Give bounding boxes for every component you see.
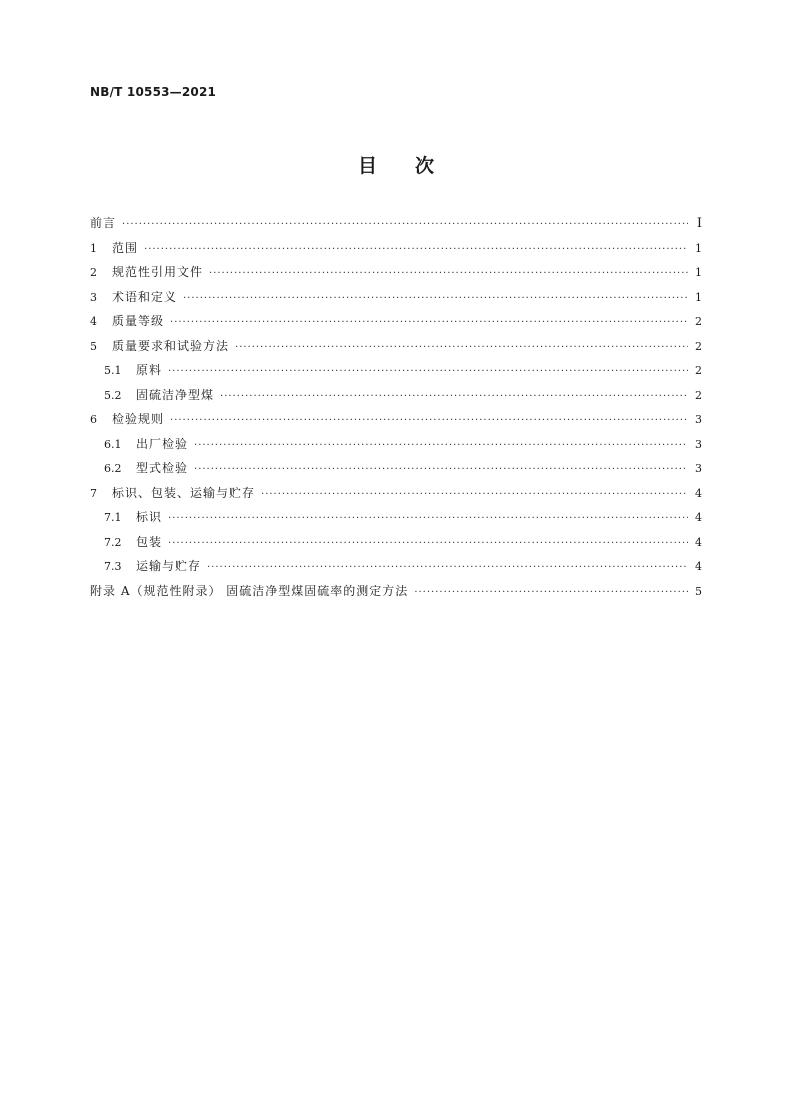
toc-entry-title: 固硫洁净型煤 — [136, 387, 215, 402]
toc-entry-title: 运输与贮存 — [136, 559, 202, 573]
toc-entry-page: 3 — [695, 462, 702, 475]
toc-entry-type-inspection[interactable] — [90, 459, 702, 484]
standard-code: NB/T 10553—2021 — [90, 85, 217, 99]
toc-entry-title: 前言 — [90, 216, 117, 230]
toc-entry-number: 2 — [90, 266, 97, 279]
toc-entry-title: 术语和定义 — [112, 289, 178, 304]
toc-entry-title: 原料 — [136, 363, 163, 377]
toc-entry-number: 6.1 — [104, 437, 122, 451]
dot-leader — [261, 489, 688, 500]
toc-entry-number: 7.3 — [104, 560, 122, 573]
toc-entry-title: 标识 — [136, 510, 163, 524]
toc-entry-page: 2 — [695, 315, 702, 328]
toc-entry-exit-inspection[interactable] — [90, 435, 702, 460]
toc-entry-marking-packaging[interactable] — [90, 484, 702, 509]
toc-entry-terms-definitions[interactable] — [90, 288, 702, 313]
toc-entry-page: 4 — [695, 560, 702, 573]
toc-entry-appendix-a[interactable] — [90, 582, 702, 607]
toc-entry-number: 7.1 — [104, 511, 122, 524]
toc-entry-number: 5.1 — [104, 364, 122, 377]
toc-entry-scope[interactable] — [90, 239, 702, 264]
page-title — [0, 151, 792, 178]
toc-entry-title: 型式检验 — [136, 461, 189, 475]
dot-leader — [168, 366, 688, 377]
toc-entry-marking[interactable] — [90, 508, 702, 533]
dot-leader — [207, 562, 688, 573]
toc-entry-number: 5.2 — [104, 388, 122, 402]
toc-entry-title: 包装 — [136, 534, 163, 549]
toc-entry-page: Ⅰ — [696, 216, 702, 231]
toc-entry-number: 4 — [90, 315, 97, 328]
toc-entry-title: 范围 — [112, 240, 139, 255]
toc-entry-number: 6.2 — [104, 462, 122, 475]
toc-entry-number: 5 — [90, 339, 97, 353]
toc-entry-briquette[interactable] — [90, 386, 702, 411]
toc-entry-number: 3 — [90, 290, 97, 304]
dot-leader — [220, 391, 688, 402]
toc-entry-title: 出厂检验 — [136, 436, 189, 451]
title-part-2: 次 — [415, 155, 435, 177]
dot-leader — [170, 415, 688, 426]
toc-entry-title: 质量要求和试验方法 — [112, 338, 230, 353]
toc-entry-title: 附录 A（规范性附录） 固硫洁净型煤固硫率的测定方法 — [90, 583, 409, 598]
dot-leader — [183, 293, 688, 304]
dot-leader — [194, 464, 688, 475]
toc-entry-title: 质量等级 — [112, 314, 165, 328]
dot-leader — [170, 317, 688, 328]
title-part-1: 目 — [357, 155, 377, 177]
dot-leader — [144, 244, 688, 255]
toc-entry-page: 2 — [695, 364, 702, 377]
dot-leader — [168, 513, 688, 524]
toc-entry-page: 3 — [695, 437, 702, 451]
dot-leader — [235, 342, 688, 353]
toc-entry-number: 7.2 — [104, 535, 122, 549]
dot-leader — [209, 268, 688, 279]
dot-leader — [168, 538, 688, 549]
toc-entry-page: 1 — [695, 266, 702, 279]
toc-entry-foreword[interactable] — [90, 214, 702, 239]
toc-entry-number: 6 — [90, 413, 97, 426]
toc-entry-inspection-rules[interactable] — [90, 410, 702, 435]
toc-entry-number: 7 — [90, 486, 97, 500]
toc-entry-page: 2 — [695, 339, 702, 353]
toc-entry-number: 1 — [90, 241, 97, 255]
toc-entry-page: 4 — [695, 535, 702, 549]
toc-entry-normative-references[interactable] — [90, 263, 702, 288]
toc-entry-quality-grades[interactable] — [90, 312, 702, 337]
toc-entry-page: 2 — [695, 388, 702, 402]
dot-leader — [414, 587, 688, 598]
table-of-contents — [90, 214, 702, 606]
toc-entry-title: 标识、包装、运输与贮存 — [112, 485, 256, 500]
dot-leader — [122, 219, 688, 230]
toc-entry-raw-materials[interactable] — [90, 361, 702, 386]
toc-entry-page: 3 — [695, 413, 702, 426]
toc-entry-transport-storage[interactable] — [90, 557, 702, 582]
toc-entry-page: 1 — [695, 290, 702, 304]
toc-entry-title: 检验规则 — [112, 412, 165, 426]
toc-entry-page: 5 — [695, 584, 702, 598]
toc-entry-requirements-test-methods[interactable] — [90, 337, 702, 362]
toc-entry-page: 1 — [695, 241, 702, 255]
toc-entry-title: 规范性引用文件 — [112, 265, 204, 279]
toc-entry-packaging[interactable] — [90, 533, 702, 558]
toc-entry-page: 4 — [695, 486, 702, 500]
dot-leader — [194, 440, 688, 451]
toc-entry-page: 4 — [695, 511, 702, 524]
